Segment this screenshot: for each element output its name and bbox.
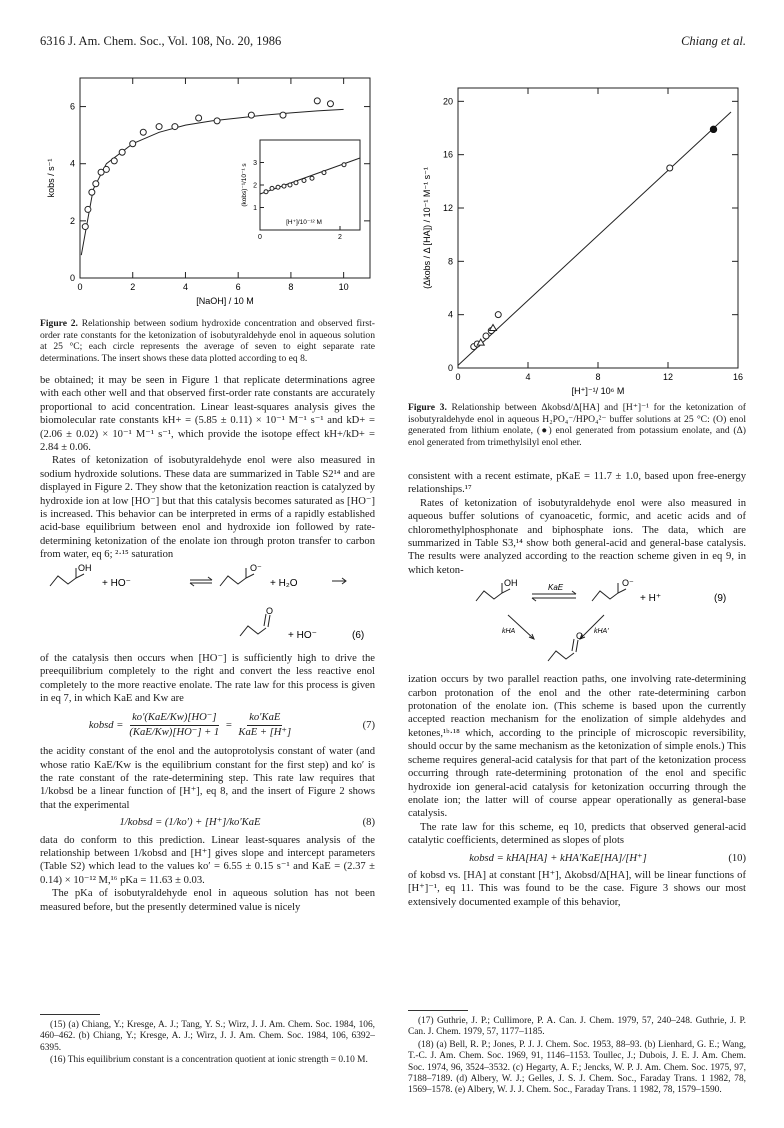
data-point (196, 115, 202, 121)
data-point (119, 149, 125, 155)
data-point (172, 124, 178, 130)
scheme-plus-1: + HO⁻ (102, 577, 131, 589)
eq7-number: (7) (362, 719, 375, 731)
inset-data-point (270, 186, 274, 190)
eq7-frac1-den: (KaE/Kw)[HO⁻] + 1 (129, 726, 220, 738)
scheme9-number: (9) (714, 593, 727, 605)
data-point (214, 118, 220, 124)
inset-data-point (288, 183, 292, 187)
paragraph: of kobsd vs. [HA] at constant [H⁺], Δkobsd/Δ[HA], will be linear functions of [H⁺]⁻¹, eq 11. This was found to be the case. Figure 3 shows our most extensively documented example of this behavior, (408, 869, 746, 908)
footnote-15: (15) (a) Chiang, Y.; Kresge, A. J.; Tang, Y. S.; Wirz, J. J. Am. Chem. Soc. 1984, 106, 460–462. (b) Chiang, Y.; Kresge, A. J.; Wirz, J. J. Am. Chem. Soc. 1984, 106, 6392–6395. (40, 1020, 375, 1053)
eq7-frac2-den: KaE + [H⁺] (238, 726, 292, 738)
enolate-structure (220, 574, 254, 586)
x-tick-label: 2 (130, 282, 136, 292)
scheme9-o-label: O (576, 631, 584, 642)
data-point (280, 112, 286, 118)
y-tick-label: 2 (69, 215, 75, 226)
data-point-potassium (710, 126, 716, 132)
y-tick-label: 4 (447, 309, 453, 320)
aldehyde-structure (548, 651, 574, 661)
inset-data-point (294, 181, 298, 185)
paragraph: of the catalysis then occurs when [HO⁻] is sufficiently high to drive the preequilibrium completely to the right and convert the less reactive enol completely to the more reactive enolate. The rate law for this process is given in eq 7, in which KaE and Kw are (40, 652, 375, 704)
right-footnotes (408, 1016, 746, 1098)
paragraph: ization occurs by two parallel reaction paths, one involving rate-determining carbon protonation of the enol and the other rate-determining carbon protonation of the enolate ion. (This scheme is based upon the currently accepted reaction mechanism for the enolization of simple aldehydes and ketones,¹ᵇ·¹⁸ which, according to the principle of microscopic reversibility, should occur by the same mechanism as the ketonization of simple enols.) This scheme requires general-acid catalysis for that part of the ketonization process occurring through rate-determining protonation of the enol and specific hydroxide ion general-acid catalysis for ketonization occurring through the enolate ion; the latter will of course appear operationally as general-base catalysis. (408, 674, 746, 820)
scheme-6 (40, 564, 375, 650)
footnote-rule (408, 1010, 468, 1011)
y-axis-label: (Δkobs / Δ [HA]) / 10⁻¹ M⁻¹ s⁻¹ (422, 167, 432, 289)
figure-2-caption-label: Figure 2. (40, 318, 78, 329)
eq10-body: kobsd = kHA[HA] + kHA′KaE[HA]/[H⁺] (469, 852, 647, 864)
data-point (82, 224, 88, 230)
data-point (89, 189, 95, 195)
x-tick-label: 4 (525, 372, 531, 382)
footnote-18: (18) (a) Bell, R. P.; Jones, P. J. J. Chem. Soc. 1953, 88–93. (b) Lienhard, G. E.; Wang, T.-C. J. Am. Chem. Soc. 1969, 91, 1146–1153. Toullec, J.; Dubois, J. E. J. Am. Chem. Soc. 1974, 96, 3524–3532. (c) Hegarty, A. F.; Jencks, W. P. J. Am. Chem. Soc. 1975, 97, 7188–7189. (d) Albery, W. J.; Gelles, J. S. J. Chem. Soc., Faraday Trans. 1 1982, 78, 1569–1578. (e) Albery, W. J. J. Chem. Soc., Faraday Trans. 1 1982, 78, 1579–1590. (408, 1039, 746, 1096)
inset-y-tick-label: 2 (253, 182, 257, 190)
data-point (140, 129, 146, 135)
data-point (156, 124, 162, 130)
scheme9-plus-h: + H⁺ (640, 593, 662, 605)
equation-8 (40, 816, 375, 829)
inset-x-tick-label: 0 (258, 234, 262, 241)
data-point (314, 98, 320, 104)
figure-3-caption (408, 402, 746, 448)
running-header-right: Chiang et al. (681, 34, 746, 48)
data-point (85, 206, 91, 212)
inset-y-tick-label: 1 (253, 205, 257, 212)
paragraph: be obtained; it may be seen in Figure 1 that replicate determinations agree with each other well and that observed first-order rate constants are accurately proportional to acid concentration. Linear least-squares analysis gives the biomolecular rate constants kH+ = (5.85 ± 0.11) × 10⁻¹ M⁻¹ s⁻¹ and kD+ = (2.06 ± 0.02) × 10⁻¹ M⁻¹ s⁻¹, which provide the isotope effect kH+/kD+ = 2.84 ± 0.06. (40, 375, 375, 454)
right-column (408, 470, 746, 909)
oh-label: OH (78, 563, 92, 573)
inset-data-point (342, 163, 346, 167)
equation-7 (40, 711, 375, 739)
eq8-body: 1/kobsd = (1/ko′) + [H⁺]/ko′KaE (119, 817, 261, 829)
y-tick-label: 0 (69, 273, 75, 283)
inset-y-tick-label: 3 (253, 160, 257, 167)
running-header-left: 6316 J. Am. Chem. Soc., Vol. 108, No. 20, 1986 (40, 34, 282, 48)
equation-10 (408, 852, 746, 865)
paragraph: The pKa of isobutyraldehyde enol in aqueous solution has not been measured before, but the presently determined value is nicely (40, 888, 375, 913)
y-tick-label: 4 (69, 158, 75, 169)
y-tick-label: 16 (442, 149, 453, 160)
eq7-lhs: kobsd = (88, 719, 124, 731)
data-point (130, 141, 136, 147)
scheme9-kha-label: kHA (502, 628, 516, 636)
figure-3-chart (408, 80, 743, 402)
inset-data-point (282, 184, 286, 188)
o-minus-label: O⁻ (250, 563, 262, 573)
scheme-plus-2: + H₂O (270, 577, 298, 589)
y-tick-label: 6 (69, 101, 75, 112)
data-point-lithium (495, 312, 501, 318)
data-point (93, 181, 99, 187)
inset-data-point (310, 176, 314, 180)
paragraph: consistent with a recent estimate, pKaE = 11.7 ± 1.0, based upon free-energy relationships.¹⁷ (408, 471, 746, 496)
enolate-structure (592, 589, 626, 601)
left-column (40, 374, 375, 914)
scheme-number: (6) (352, 629, 365, 641)
x-tick-label: 4 (182, 282, 188, 292)
inset-x-axis-label: [H⁺]/10⁻¹² M (286, 219, 322, 226)
footnote-17: (17) Guthrie, J. P.; Cullimore, P. A. Can. J. Chem. 1979, 57, 240–248. Guthrie, J. P. Can. J. Chem. 1979, 57, 1177–1185. (408, 1016, 746, 1038)
y-tick-label: 12 (442, 203, 453, 213)
data-point (248, 112, 254, 118)
data-point (103, 166, 109, 172)
footnote-rule (40, 1014, 100, 1015)
scheme-plus-3: + HO⁻ (288, 629, 317, 641)
paragraph: the acidity constant of the enol and the autoprotolysis constant of water (and whose ratio KaE/Kw is the equilibrium constant for the first step) and ko′ is the rate constant of the rate-determining step. This rate law requires that 1/kobsd be a linear function of [H⁺], eq 8, and the insert of Figure 2 shows that the experimental (40, 746, 375, 811)
scheme9-ka-label: KaE (548, 583, 564, 593)
footnote-16: (16) This equilibrium constant is a concentration quotient at ionic strength = 0.10 M. (50, 1055, 368, 1066)
x-tick-label: 0 (77, 282, 83, 292)
paragraph: Rates of ketonization of isobutyraldehyde enol were also measured in aqueous buffer solutions of cyanoacetic, formic, and acetic acids and of chloromethylphosphonate and biphosphate ions. The data, which are summarized in Table S3,¹⁴ show both general-acid and general-base catalysis. The results were analyzed according to the reaction scheme given in eq 9, in which keton- (408, 497, 746, 576)
inset-frame (260, 140, 360, 230)
data-point-lithium (667, 165, 673, 171)
data-point-lithium (483, 333, 489, 339)
figure-3-caption-text: Relationship between Δkobsd/Δ[HA] and [H⁺]⁻¹ for the ketonization of isobutyraldehyde enol in aqueous H₂PO₄⁻/HPO₄²⁻ buffer solutions at 25 °C: (O) enol generated from lithium enolate, (●) enol generated from potassium enolate, and (Δ) enol generated from trimethylsilyl enol ether. (408, 402, 746, 448)
figure-3-caption-label: Figure 3. (408, 402, 447, 413)
x-tick-label: 0 (455, 372, 461, 382)
x-tick-label: 16 (732, 372, 743, 382)
x-tick-label: 6 (235, 282, 241, 292)
x-tick-label: 8 (595, 372, 601, 382)
data-point (327, 101, 333, 107)
x-axis-label: [NaOH] / 10 M (196, 296, 254, 306)
inset-data-point (264, 190, 268, 194)
paragraph: data do conform to this prediction. Linear least-squares analysis of the relationship between 1/kobsd and [H⁺] gives slope and intercept parameters (Table S2) which lead to the values ko′ = 6.55 ± 0.15 s⁻¹ and KaE = (2.37 ± 0.14) × 10⁻¹² M,¹⁶ pKa = 11.63 ± 0.03. (40, 834, 375, 886)
eq10-number: (10) (728, 852, 746, 864)
data-point (111, 158, 117, 164)
y-tick-label: 20 (442, 96, 453, 107)
fit-line (458, 112, 731, 365)
inset-data-point (302, 179, 306, 183)
paragraph: The rate law for this scheme, eq 10, predicts that observed general-acid catalytic coefficients, determined as slopes of plots (408, 821, 746, 847)
x-tick-label: 12 (662, 372, 674, 382)
eq7-frac1-num: ko′(KaE/Kw)[HO⁻] (130, 711, 218, 725)
y-axis-label: kobs / s⁻¹ (46, 158, 56, 198)
x-tick-label: 8 (288, 282, 294, 292)
paragraph: Rates of ketonization of isobutyraldehyde enol were also measured in sodium hydroxide solutions. These data are summarized in Table S2¹⁴ and are displayed in Figure 2. They show that the ketonization reaction is catalyzed by hydroxide ion at low [HO⁻] but that this catalysis becomes saturated as [HO⁻] is increased. This behavior can be interpreted in erms of a rapidly established acid-base equilibrium between enol and hydroxide ion followed by rate-determining ketonization of the enolate ion through proton transfer to carbon from water, eq 6; ²·¹⁵ saturation (40, 455, 375, 561)
left-footnotes (40, 1020, 375, 1068)
inset-data-point (276, 185, 280, 189)
enol-structure (476, 589, 510, 601)
eq7-equals: = (225, 719, 233, 731)
x-axis-label: [H⁺]⁻¹/ 10⁶ M (571, 386, 625, 396)
aldehyde-structure (240, 626, 266, 636)
figure-2-chart (40, 70, 375, 315)
enol-structure (50, 574, 84, 586)
figure-2-caption-text: Relationship between sodium hydroxide concentration and observed first-order rate constants for the ketonization of isobutyraldehyde enol in aqueous solution at 25 °C; each circle represents the average of seven to eight separate rate determinations. The insert shows these data plotted according to eq 8. (40, 318, 375, 364)
scheme9-kha2-label: kHA′ (594, 628, 609, 636)
scheme9-oh-label: OH (504, 579, 518, 589)
eq7-frac2-num: ko′KaE (247, 711, 282, 725)
y-tick-label: 8 (447, 256, 453, 267)
figure-2-caption (40, 318, 375, 364)
y-tick-label: 0 (447, 363, 453, 373)
inset-x-tick-label: 2 (338, 234, 342, 241)
inset-y-axis-label: (kobs)⁻¹/10⁻¹ s (241, 163, 248, 207)
x-tick-label: 10 (338, 282, 349, 292)
scheme-9 (408, 579, 746, 671)
scheme9-ominus-label: O⁻ (622, 579, 634, 589)
o-label: O (266, 605, 274, 616)
eq8-number: (8) (362, 817, 375, 829)
inset-data-point (322, 171, 326, 175)
